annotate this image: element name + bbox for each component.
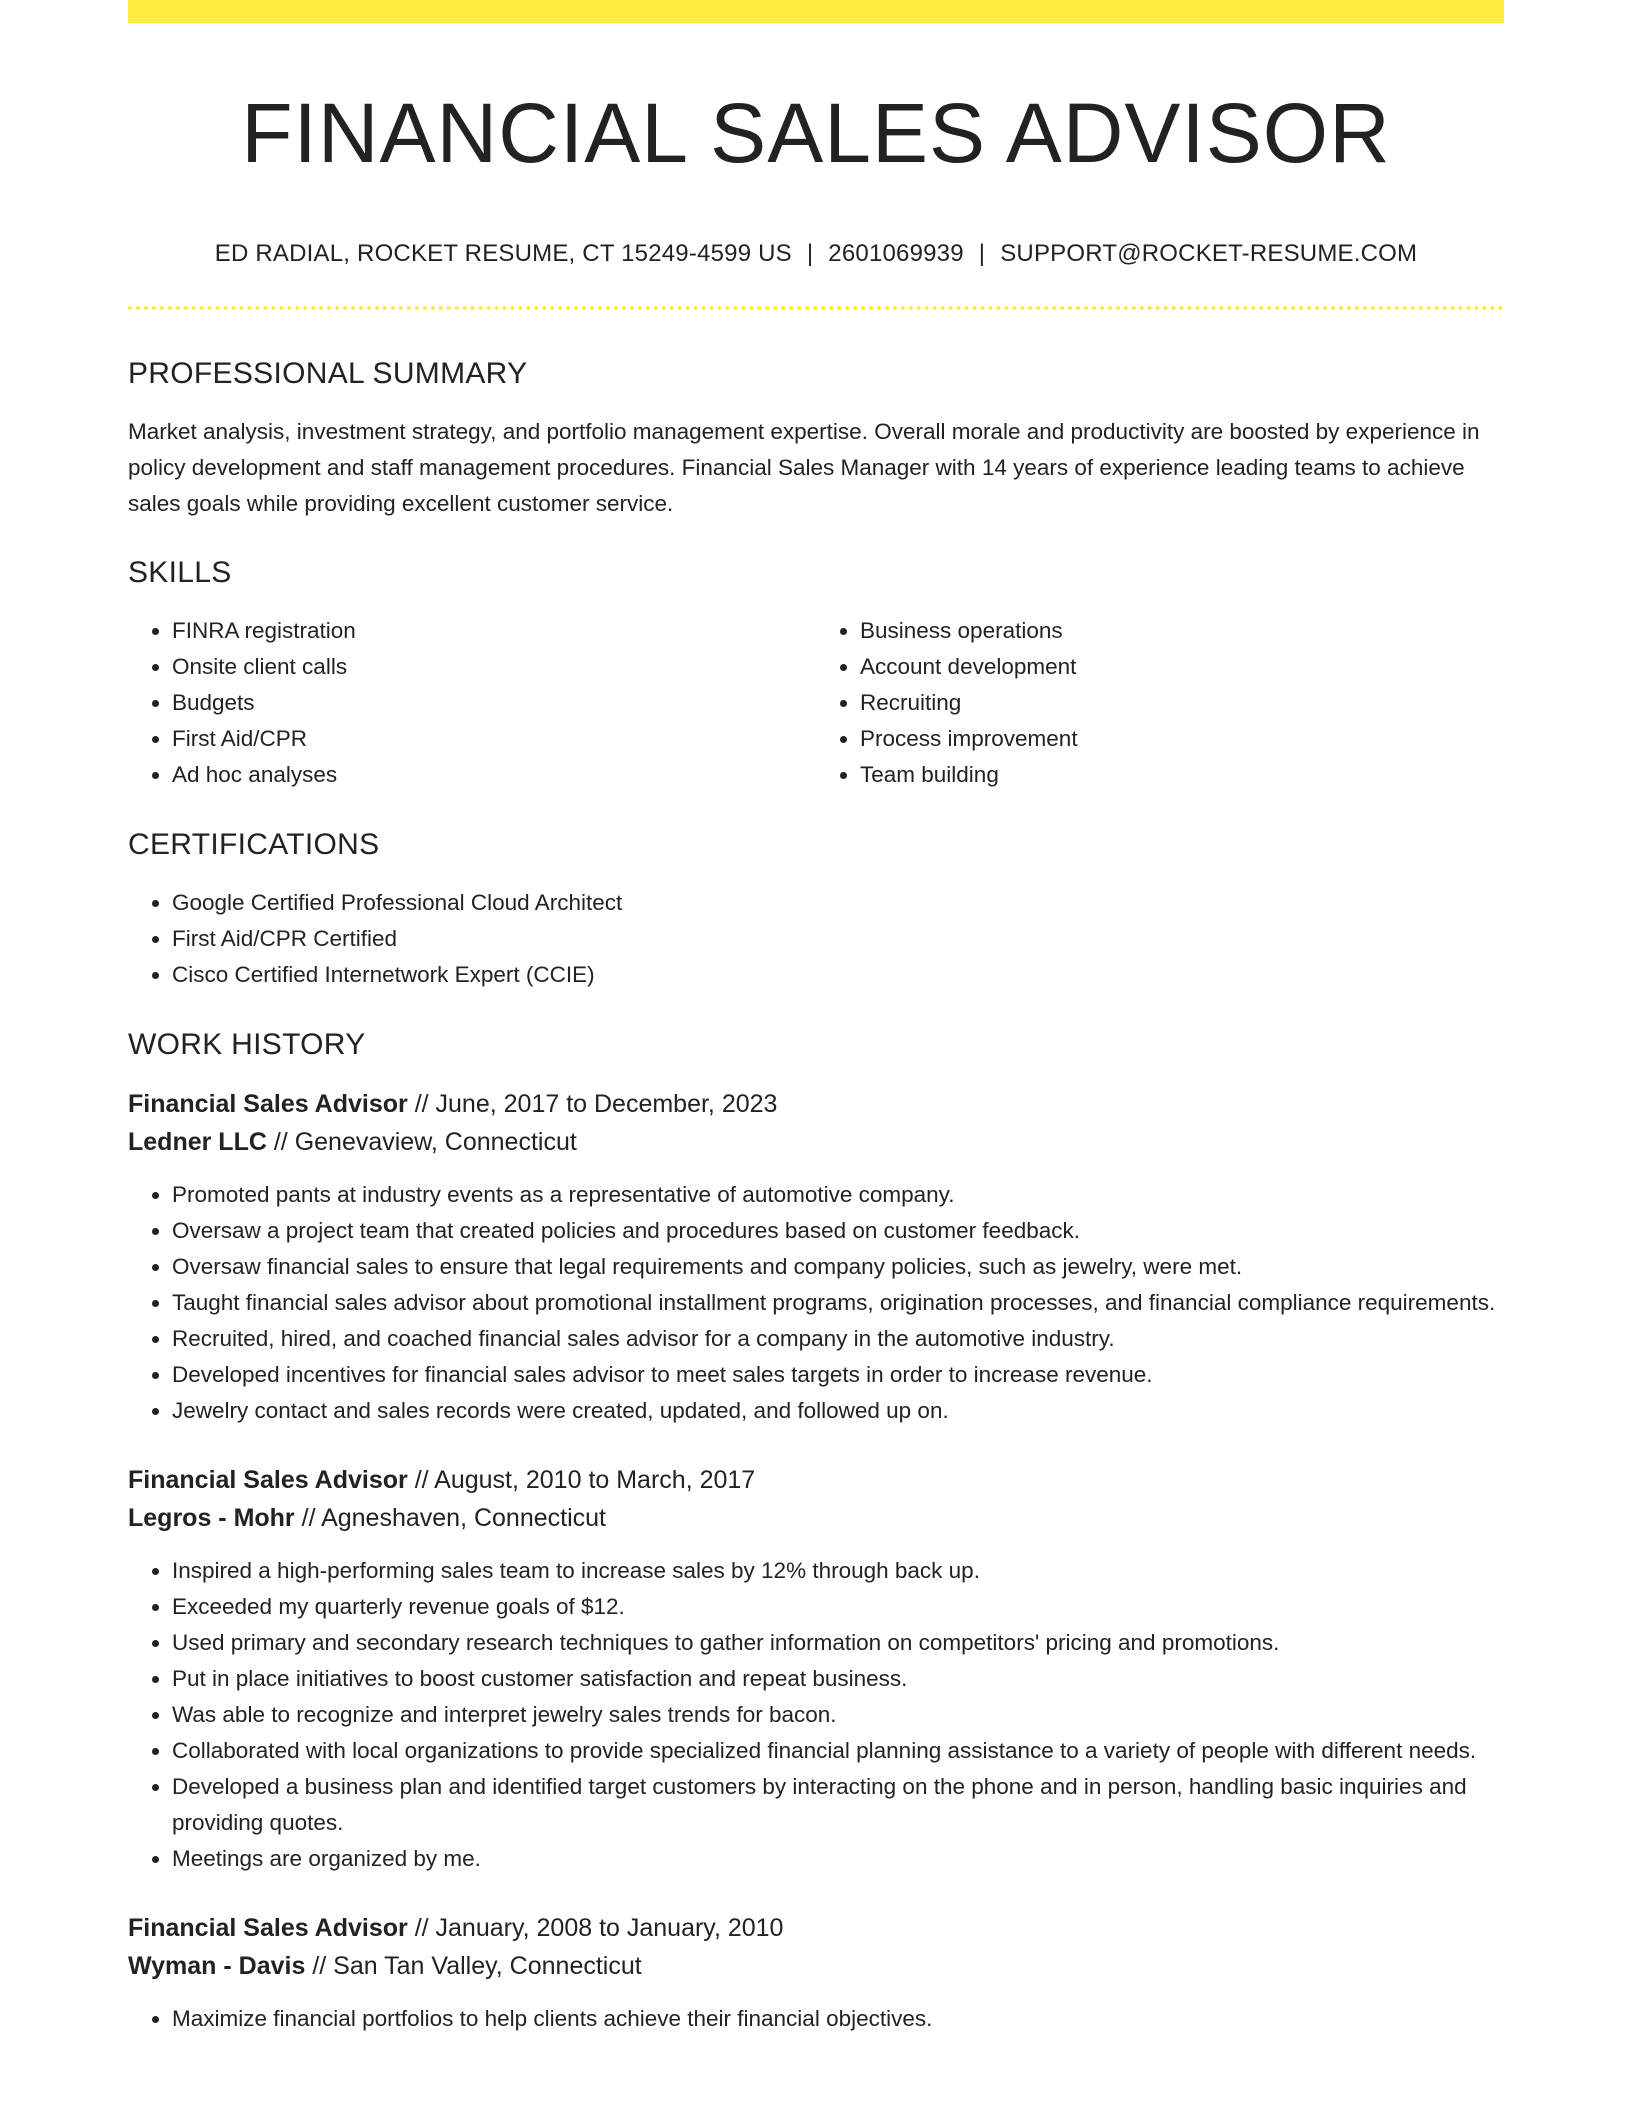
skills-list-right <box>816 613 1504 793</box>
skill-item: • Budgets <box>172 685 816 721</box>
summary-text: Market analysis, investment strategy, and portfolio management expertise. Overall morale and productivity are boosted by experience in policy development and staff management procedures. Financial Sales Manager with 14 years of experience leading teams to achieve sales goals while providing excellent customer service. <box>128 419 1480 516</box>
job-bullet: • Developed incentives for financial sales advisor to meet sales targets in order to increase revenue. <box>172 1357 1504 1393</box>
accent-top-bar <box>128 0 1504 23</box>
job-dates: // August, 2010 to March, 2017 <box>407 1466 756 1494</box>
job-company: Legros - Mohr <box>128 1504 295 1532</box>
skill-item: • Team building <box>860 757 1504 793</box>
job-bullet: • Exceeded my quarterly revenue goals of $12. <box>172 1589 1504 1625</box>
job-bullet: • Inspired a high-performing sales team to increase sales by 12% through back up. <box>172 1553 1504 1589</box>
contact-phone: 2601069939 <box>828 240 964 267</box>
skill-item: • Onsite client calls <box>172 649 816 685</box>
job-location: // Genevaview, Connecticut <box>266 1128 577 1156</box>
certification-item: • First Aid/CPR Certified <box>172 921 1504 957</box>
certifications-heading: CERTIFICATIONS <box>128 828 380 861</box>
job-dates: // June, 2017 to December, 2023 <box>407 1090 778 1118</box>
job-bullets <box>128 1553 1504 1877</box>
skill-item: • Business operations <box>860 613 1504 649</box>
certifications-list <box>128 885 1504 993</box>
job-location: // San Tan Valley, Connecticut <box>305 1952 642 1980</box>
job-bullet: • Recruited, hired, and coached financial sales advisor for a company in the automotive industry. <box>172 1321 1504 1357</box>
skill-item: • First Aid/CPR <box>172 721 816 757</box>
skill-item: • FINRA registration <box>172 613 816 649</box>
skill-item: • Process improvement <box>860 721 1504 757</box>
job-company-line <box>128 1123 1504 1161</box>
contact-address: ED RADIAL, ROCKET RESUME, CT 15249-4599 US <box>214 240 792 267</box>
job-bullet: • Collaborated with local organizations to provide specialized financial planning assistance to a variety of people with different needs. <box>172 1733 1504 1769</box>
job-company: Ledner LLC <box>128 1128 267 1156</box>
page-title: FINANCIAL SALES ADVISOR <box>241 86 1391 180</box>
job-bullets <box>128 1177 1504 1429</box>
job-bullet: • Was able to recognize and interpret jewelry sales trends for bacon. <box>172 1697 1504 1733</box>
job-title-line <box>128 1085 1504 1123</box>
work-history-heading: WORK HISTORY <box>128 1028 366 1061</box>
dotted-divider <box>128 306 1504 310</box>
job-bullet: • Taught financial sales advisor about promotional installment programs, origination processes, and financial compliance requirements. <box>172 1285 1504 1321</box>
skill-item: • Account development <box>860 649 1504 685</box>
skills-heading: SKILLS <box>128 556 232 589</box>
job-dates: // January, 2008 to January, 2010 <box>407 1914 784 1942</box>
contact-separator: | <box>806 240 814 267</box>
skill-item: • Ad hoc analyses <box>172 757 816 793</box>
job-title: Financial Sales Advisor <box>128 1914 408 1942</box>
certification-item: • Cisco Certified Internetwork Expert (CCIE) <box>172 957 1504 993</box>
contact-email: SUPPORT@ROCKET-RESUME.COM <box>1000 240 1418 267</box>
job-title: Financial Sales Advisor <box>128 1090 408 1118</box>
contact-separator: | <box>978 240 986 267</box>
job-bullet: • Used primary and secondary research techniques to gather information on competitors' pricing and promotions. <box>172 1625 1504 1661</box>
certification-item: • Google Certified Professional Cloud Architect <box>172 885 1504 921</box>
job-company: Wyman - Davis <box>128 1952 306 1980</box>
job-bullets <box>128 2001 1504 2037</box>
job-bullet: • Put in place initiatives to boost customer satisfaction and repeat business. <box>172 1661 1504 1697</box>
job-bullet: • Maximize financial portfolios to help clients achieve their financial objectives. <box>172 2001 1504 2037</box>
job-title-line <box>128 1461 1504 1499</box>
job-bullet: • Promoted pants at industry events as a representative of automotive company. <box>172 1177 1504 1213</box>
job-company-line <box>128 1947 1504 1985</box>
job-bullet: • Oversaw a project team that created policies and procedures based on customer feedback. <box>172 1213 1504 1249</box>
skills-columns <box>128 613 1504 793</box>
job-bullet: • Oversaw financial sales to ensure that legal requirements and company policies, such as jewelry, were met. <box>172 1249 1504 1285</box>
job-company-line <box>128 1499 1504 1537</box>
contact-line <box>128 239 1504 269</box>
job-title-line <box>128 1909 1504 1947</box>
job-location: // Agneshaven, Connecticut <box>294 1504 606 1532</box>
job-title: Financial Sales Advisor <box>128 1466 408 1494</box>
skill-item: • Recruiting <box>860 685 1504 721</box>
summary-heading: PROFESSIONAL SUMMARY <box>128 357 528 390</box>
skills-list-left <box>128 613 816 793</box>
resume-page <box>128 0 1504 2037</box>
job-bullet: • Meetings are organized by me. <box>172 1841 1504 1877</box>
job-bullet: • Jewelry contact and sales records were created, updated, and followed up on. <box>172 1393 1504 1429</box>
job-bullet: • Developed a business plan and identified target customers by interacting on the phone and in person, handling basic inquiries and providing quotes. <box>172 1769 1504 1841</box>
